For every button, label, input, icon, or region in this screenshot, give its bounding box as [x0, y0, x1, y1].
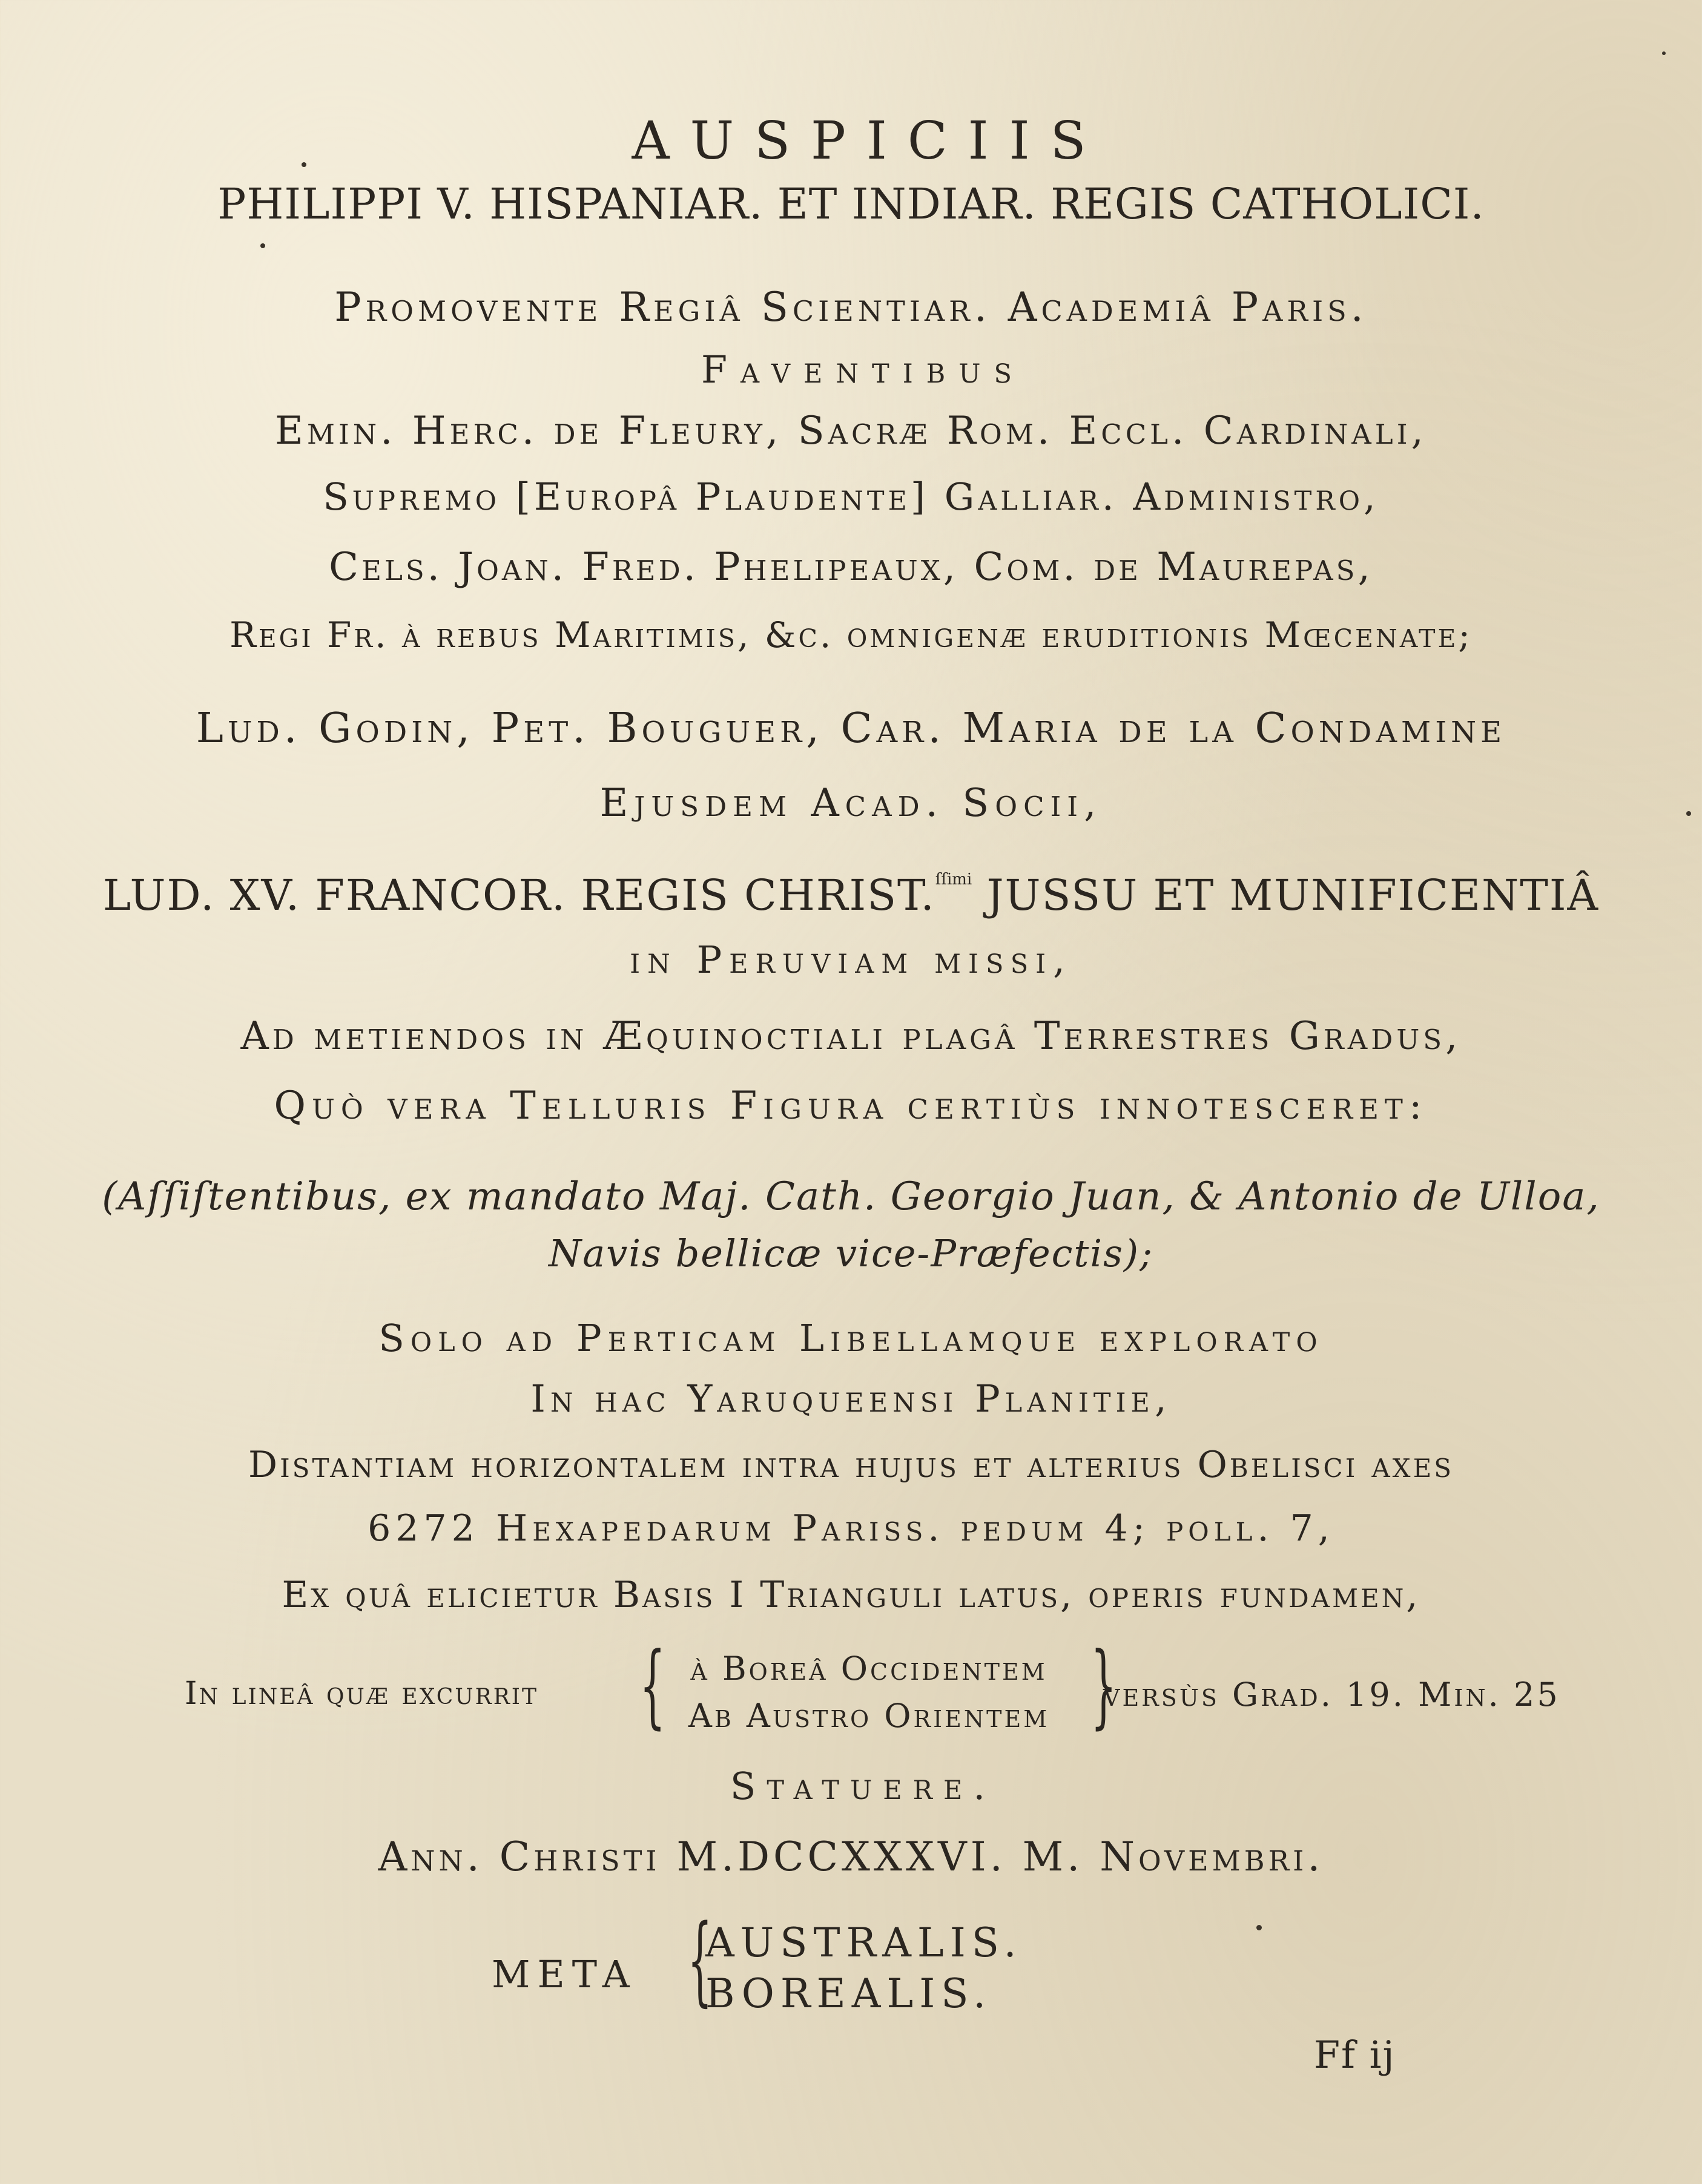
line-supremo: Supremo [Europâ Plaudente] Galliar. Administro, — [323, 475, 1379, 519]
line-metiendos: Ad metiendos in Æquinoctiali plagâ Terrestres Gradus, — [240, 1014, 1462, 1059]
line-ludovicus-sup: ſſimi — [935, 870, 972, 889]
line-peruviam: in Peruviam missi, — [630, 938, 1072, 982]
meta-australis: AUSTRALIS. — [705, 1919, 1023, 1966]
speck-dot — [1662, 51, 1666, 55]
speck-dot — [1686, 811, 1691, 816]
line-distantiam: Distantiam horizontalem intra hujus et alterius Obelisci axes — [248, 1444, 1454, 1486]
line-ludovicus — [0, 870, 1702, 920]
line-fleury: Emin. Herc. de Fleury, Sacræ Rom. Eccl. Cardinali, — [275, 409, 1427, 453]
line-solo: Solo ad Perticam Libellamque explorato — [378, 1316, 1324, 1360]
meta-stack — [705, 1918, 1023, 2019]
line-hexapedarum: 6272 Hexapedarum Pariss. pedum 4; poll. 7, — [368, 1507, 1334, 1550]
brace-line-stack — [660, 1645, 1078, 1740]
line-phelipeaux: Cels. Joan. Fred. Phelipeaux, Com. de Maurepas, — [329, 545, 1373, 590]
line-navis: Navis bellicæ vice-Præfectis); — [548, 1231, 1154, 1275]
line-regi: Regi Fr. à rebus Maritimis, &c. omnigenæ eruditionis Mœcenate; — [229, 614, 1473, 656]
brace-line-right: versùs Grad. 19. Min. 25 — [1103, 1676, 1560, 1714]
right-brace-icon: } — [1090, 1633, 1117, 1738]
line-planitie: In hac Yaruqueensi Planitie, — [530, 1377, 1172, 1421]
line-authors: Lud. Godin, Pet. Bouguer, Car. Maria de la Condamine — [196, 705, 1506, 752]
speck-dot — [1256, 1925, 1262, 1930]
brace-line — [0, 1633, 1702, 1749]
meta-label: META — [492, 1952, 637, 1996]
brace-line-top: à Boreâ Occidentem — [690, 1650, 1047, 1688]
left-brace-icon: { — [639, 1633, 666, 1738]
line-promovente: Promovente Regiâ Scientiar. Academiâ Paris. — [334, 284, 1368, 331]
line-assistentibus: (Aſſiſtentibus, ex mandato Maj. Cath. Georgio Juan, & Antonio de Ulloa, — [102, 1174, 1600, 1219]
line-basis: Ex quâ elicietur Basis I Trianguli latus, operis fundamen, — [282, 1574, 1420, 1616]
line-date: Ann. Christi M.DCCXXXVI. M. Novembri. — [378, 1834, 1324, 1880]
brace-line-left: In lineâ quæ excurrit — [185, 1676, 539, 1712]
line-statuere: Statuere. — [730, 1764, 997, 1808]
speck-dot — [302, 162, 306, 167]
signature-mark: Ff ij — [1314, 2033, 1396, 2077]
brace-line-bottom: Ab Austro Orientem — [688, 1697, 1050, 1735]
line-philippi: PHILIPPI V. HISPANIAR. ET INDIAR. REGIS CATHOLICI. — [217, 179, 1485, 229]
line-ludovicus-b: JUSSU ET MUNIFICENTIÂ — [972, 870, 1600, 920]
line-figura: Quò vera Telluris Figura certiùs innotesceret: — [274, 1084, 1428, 1128]
heading-auspiciis: AUSPICIIS — [632, 111, 1107, 171]
meta-brace-icon: { — [687, 1903, 713, 2016]
line-faventibus: Faventibus — [701, 347, 1025, 392]
speck-dot — [260, 243, 265, 248]
line-ludovicus-a: LUD. XV. FRANCOR. REGIS CHRIST. — [102, 870, 935, 920]
meta-borealis: BOREALIS. — [705, 1970, 992, 2017]
line-socii: Ejusdem Acad. Socii, — [599, 781, 1103, 826]
